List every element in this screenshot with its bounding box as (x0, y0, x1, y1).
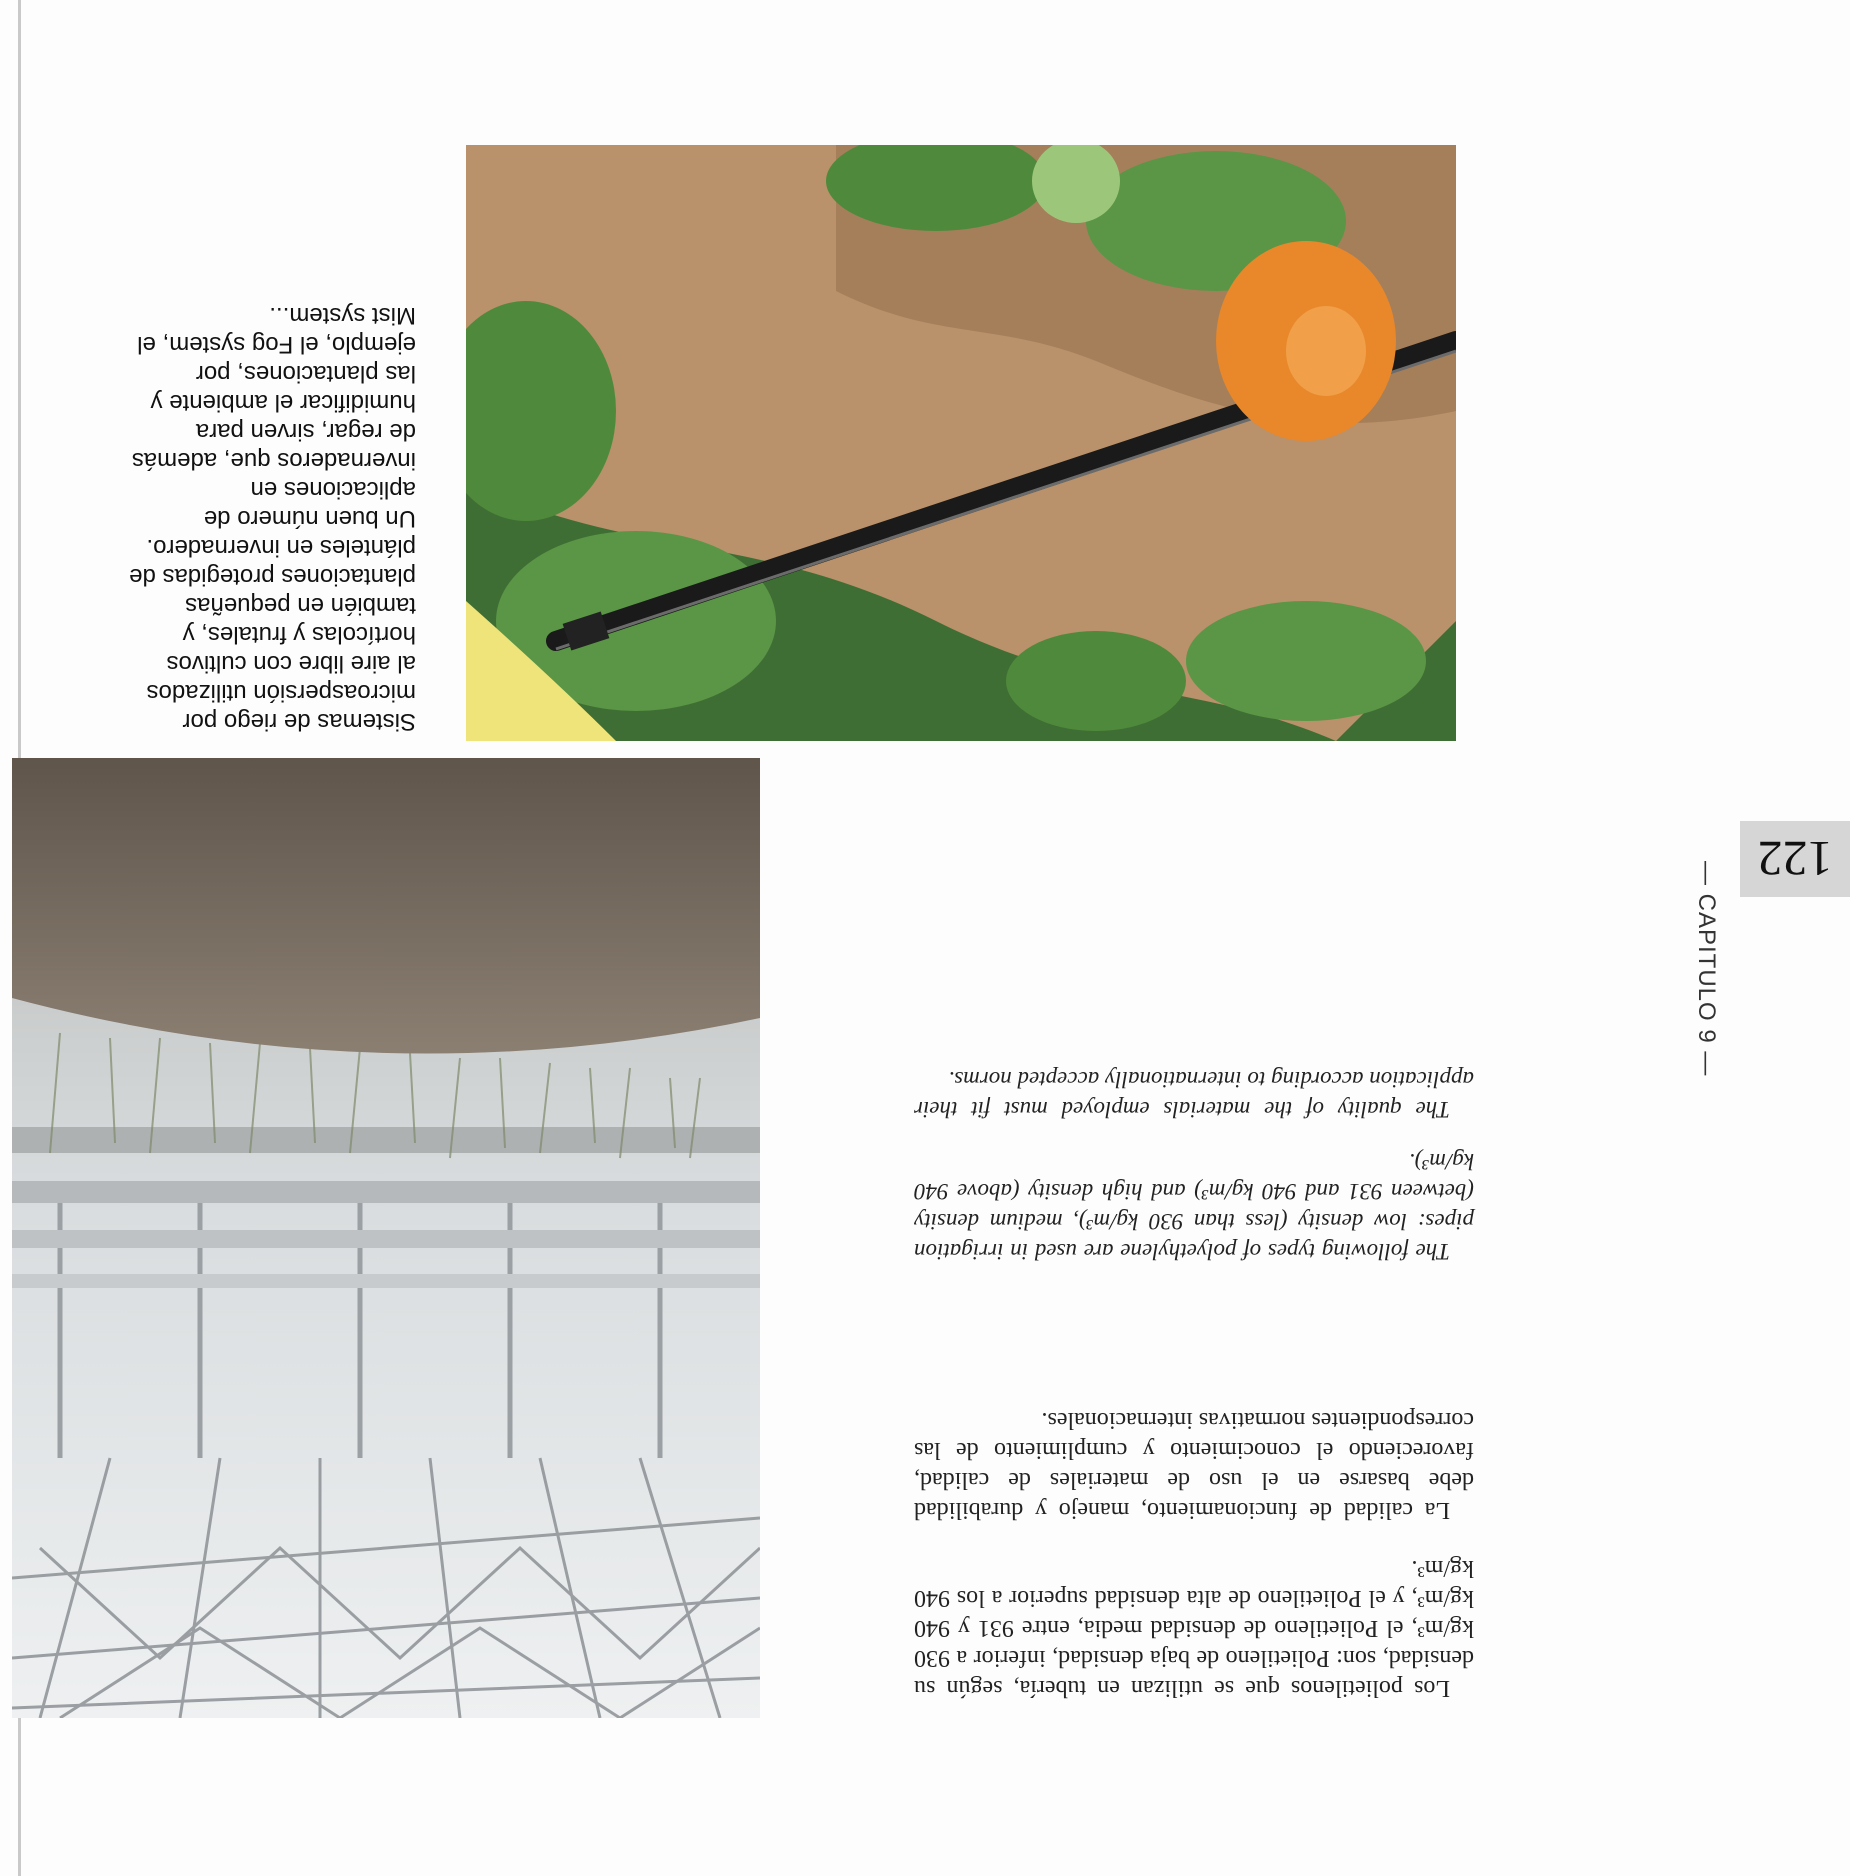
spanish-paragraph: La calidad de funcionamiento, manejo y durabilidad debe basarse en el uso de materiales de calidad, favoreciendo el conocimiento y cumplimiento de las correspondientes normativas internacionales. (914, 1407, 1474, 1523)
spanish-paragraph: Los polietilenos que se utilizan en tubería, según su densidad, son: Polietileno de baja densidad, inferior a 930 kg/m³, el Polietileno de densidad media, entre 931 y 940 kg/m³, y el Polietileno de alta densidad superior a los 940 kg/m³. (914, 1555, 1474, 1701)
english-paragraph: The following types of polyethylene are used in irrigation pipes: low density (less than 930 kg/m³), medium density (between 931 and 940 kg/m³) and high density (above 940 kg/m³). (914, 1149, 1474, 1264)
tomato-illustration (466, 145, 1456, 741)
page-header (1670, 791, 1850, 1077)
tomato-drip-line-photo (466, 145, 1456, 741)
greenhouse-illustration (12, 758, 760, 1718)
page-number: 122 (1740, 821, 1850, 897)
english-body-text (914, 1042, 1474, 1266)
spanish-body-text (914, 1377, 1474, 1703)
english-paragraph: The quality of the materials employed must fit their application according to internationally accepted norms. (914, 1067, 1474, 1122)
photo-caption: Sistemas de riego por microaspersión utilizados al aire libre con cultivos hortícolas y frutales, y también en pequeñas plantaciones protegidas de plánteles en invernadero. Un buen número de aplicaciones en invernaderos que, además de regar, sirven para humidificar el ambiente y las plantaciones, por ejemplo, el Fog system, el Mist system... (129, 302, 416, 735)
greenhouse-interior-photo (12, 758, 760, 1718)
chapter-label: — CAPITULO 9 — (1693, 861, 1720, 1077)
